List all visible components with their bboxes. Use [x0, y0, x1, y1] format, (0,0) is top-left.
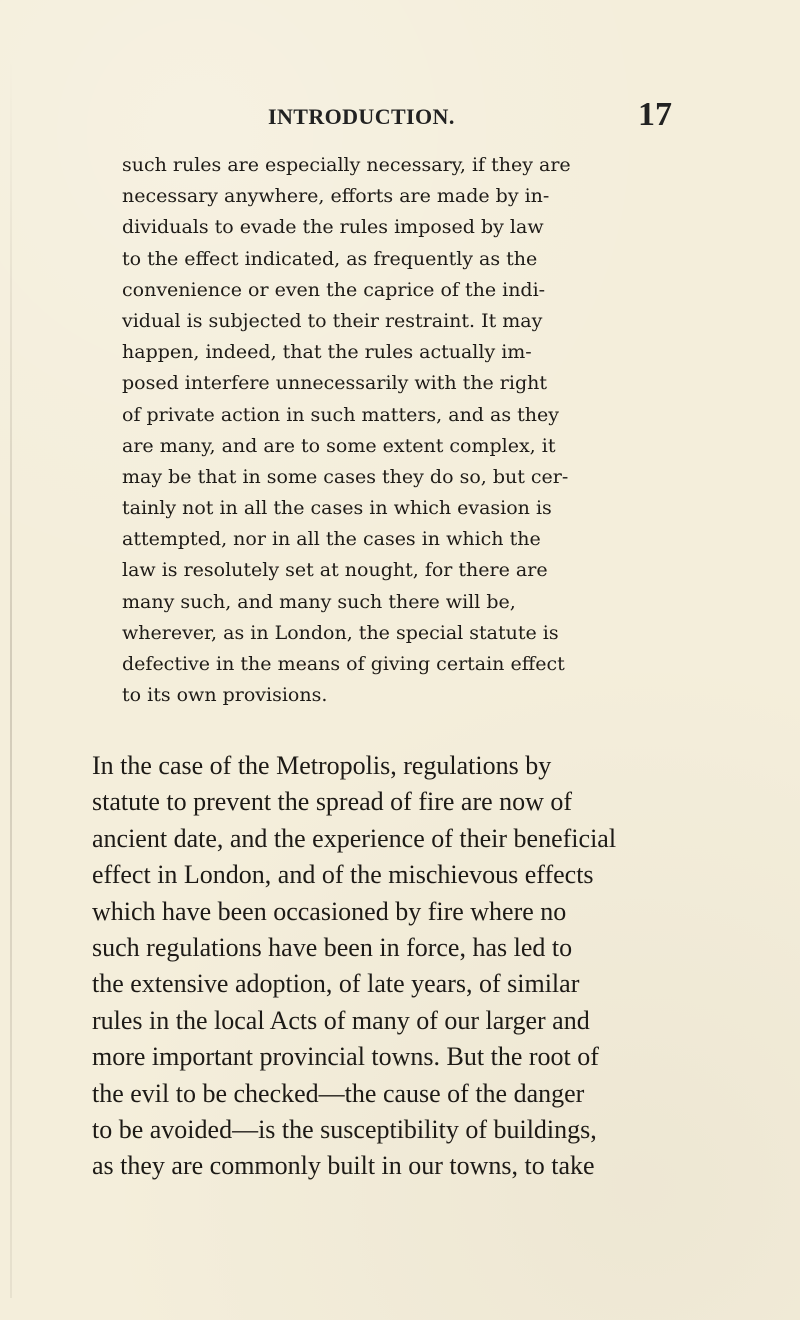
- paragraph-line: such regulations have been in force, has led to: [92, 932, 573, 962]
- paragraph-line: posed interfere unnecessarily with the right: [122, 372, 547, 395]
- paragraph-line: are many, and are to some extent complex, it: [122, 434, 556, 457]
- paragraph-line: as they are commonly built in our towns, to take: [92, 1151, 595, 1181]
- paragraph-line: many such, and many such there will be,: [122, 590, 516, 613]
- paragraph-line: wherever, as in London, the special statute is: [122, 621, 559, 644]
- page-number: 17: [638, 96, 672, 133]
- running-head: INTRODUCTION.: [268, 104, 455, 129]
- paragraph-line: rules in the local Acts of many of our larger and: [92, 1005, 590, 1035]
- paragraph-line: to be avoided—is the susceptibility of buildings,: [92, 1114, 597, 1144]
- paragraph-line: the extensive adoption, of late years, of similar: [92, 969, 580, 999]
- paragraph-line: attempted, nor in all the cases in which the: [122, 528, 541, 551]
- paragraph-line: dividuals to evade the rules imposed by law: [122, 216, 544, 239]
- paragraph-line: tainly not in all the cases in which evasion is: [122, 497, 552, 520]
- paragraph-line: convenience or even the caprice of the indi-: [122, 278, 546, 301]
- paragraph-line: statute to prevent the spread of fire are now of: [92, 787, 573, 817]
- paragraph-line: necessary anywhere, efforts are made by in-: [122, 185, 550, 208]
- paragraph-2: [92, 748, 660, 1185]
- paragraph-1: [122, 150, 652, 711]
- paragraph-line: such rules are especially necessary, if they are: [122, 154, 571, 176]
- paragraph-line: In the case of the Metropolis, regulations by: [92, 751, 552, 780]
- paragraph-line: to the effect indicated, as frequently as the: [122, 247, 538, 270]
- paragraph-line: to its own provisions.: [122, 684, 328, 707]
- paragraph-line: the evil to be checked—the cause of the danger: [92, 1078, 585, 1108]
- paragraph-line: may be that in some cases they do so, but cer-: [122, 465, 569, 488]
- paragraph-line: of private action in such matters, and as they: [122, 403, 559, 426]
- paragraph-line: effect in London, and of the mischievous effects: [92, 860, 594, 890]
- paragraph-line: happen, indeed, that the rules actually im-: [122, 341, 532, 364]
- page-edge-shadow: [10, 58, 12, 1298]
- paragraph-line: ancient date, and the experience of their beneficial: [92, 823, 617, 853]
- paragraph-line: more important provincial towns. But the root of: [92, 1042, 599, 1072]
- paragraph-line: which have been occasioned by fire where no: [92, 896, 567, 926]
- paragraph-line: law is resolutely set at nought, for there are: [122, 559, 548, 582]
- paragraph-line: defective in the means of giving certain effect: [122, 653, 565, 675]
- paragraph-line: vidual is subjected to their restraint. It may: [122, 309, 543, 332]
- page-header: [268, 96, 672, 136]
